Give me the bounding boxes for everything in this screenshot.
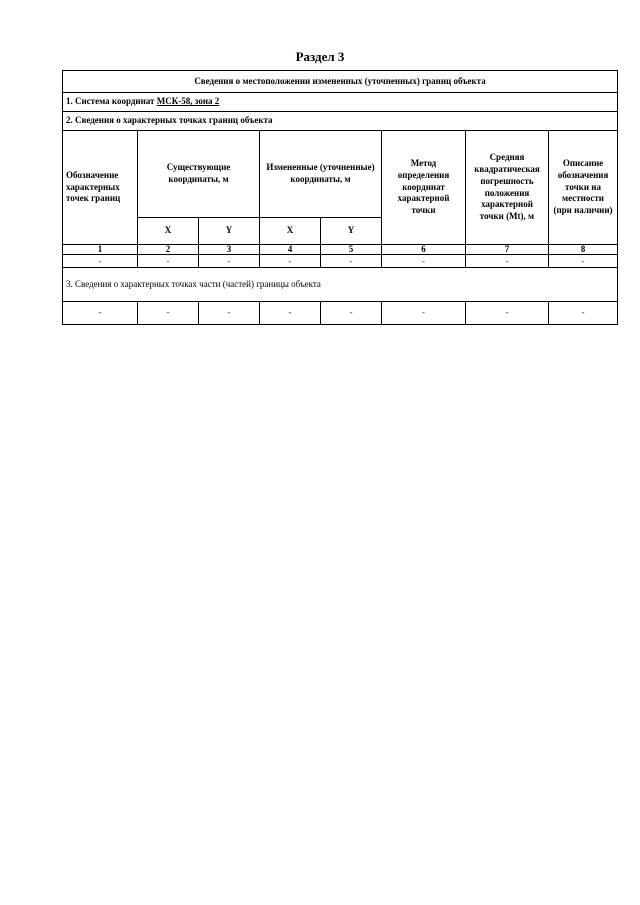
- header-changed-x: X: [260, 218, 321, 245]
- header-changed-y: Y: [321, 218, 382, 245]
- table-cell: -: [260, 255, 321, 268]
- table-cell: -: [63, 255, 138, 268]
- table-cell: -: [466, 255, 549, 268]
- table-cell: -: [260, 302, 321, 325]
- coord-system-row: [63, 93, 618, 112]
- table-cell: -: [549, 302, 618, 325]
- table-caption: Сведения о местоположении измененных (уточненных) границ объекта: [63, 71, 618, 93]
- header-existing-x: X: [138, 218, 199, 245]
- column-number: 2: [138, 245, 199, 255]
- table-cell: -: [63, 302, 138, 325]
- section-title: Раздел 3: [295, 49, 345, 64]
- column-number: 6: [382, 245, 466, 255]
- boundary-table: [62, 70, 618, 325]
- header-existing-y: Y: [199, 218, 260, 245]
- subsection-3-title: 3. Сведения о характерных точках части (частей) границы объекта: [63, 268, 618, 302]
- coord-system-value: МСК-58, зона 2: [156, 96, 220, 107]
- subsection-2-title: 2. Сведения о характерных точках границ объекта: [63, 112, 618, 131]
- header-changed-coords: Измененные (уточненные) координаты, м: [260, 131, 382, 218]
- column-number: 3: [199, 245, 260, 255]
- table-cell: -: [138, 302, 199, 325]
- table-cell: -: [466, 302, 549, 325]
- column-number: 4: [260, 245, 321, 255]
- table-cell: -: [549, 255, 618, 268]
- table-cell: -: [382, 302, 466, 325]
- column-number: 1: [63, 245, 138, 255]
- table-cell: -: [321, 255, 382, 268]
- header-existing-coords: Существующие координаты, м: [138, 131, 260, 218]
- header-description: Описание обозначения точки на местности (при наличии): [549, 131, 618, 245]
- header-rms-error: Средняя квадратическая погрешность положения характерной точки (Mt), м: [466, 131, 549, 245]
- table-cell: -: [199, 302, 260, 325]
- coord-system-label: 1. Система координат: [66, 96, 157, 107]
- column-number: 8: [549, 245, 618, 255]
- table-cell: -: [321, 302, 382, 325]
- table-cell: -: [382, 255, 466, 268]
- column-number: 5: [321, 245, 382, 255]
- column-number: 7: [466, 245, 549, 255]
- header-point-designation: Обозначение характерных точек границ: [63, 131, 138, 245]
- header-method: Метод определения координат характерной точки: [382, 131, 466, 245]
- table-cell: -: [138, 255, 199, 268]
- table-cell: -: [199, 255, 260, 268]
